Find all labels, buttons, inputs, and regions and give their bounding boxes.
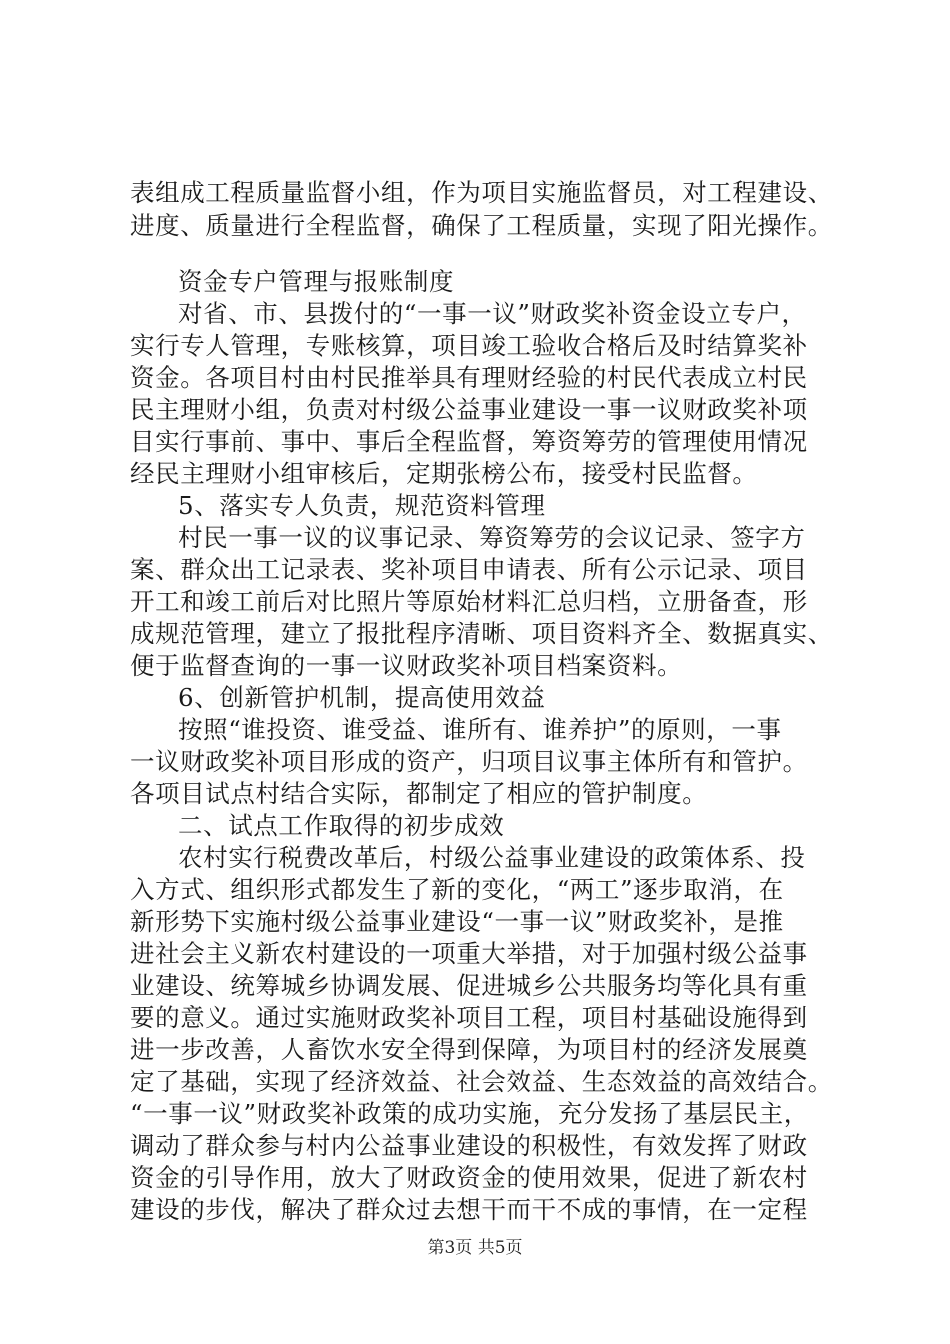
body-line: 开工和竣工前后对比照片等原始材料汇总归档，立册备查，形 (130, 587, 808, 616)
body-line: 新形势下实施村级公益事业建设“一事一议”财政奖补，是推 (130, 907, 784, 936)
section-heading: 二、试点工作取得的初步成效 (178, 811, 505, 840)
section-heading: 5、落实专人负责，规范资料管理 (178, 491, 546, 520)
body-line: 资金的引导作用，放大了财政资金的使用效果，促进了新农村 (130, 1163, 808, 1192)
body-line: 表组成工程质量监督小组，作为项目实施监督员，对工程建设、 (130, 178, 833, 207)
body-line: 建设的步伐，解决了群众过去想干而干不成的事情，在一定程 (130, 1195, 808, 1224)
body-line: 业建设、统筹城乡协调发展、促进城乡公共服务均等化具有重 (130, 971, 808, 1000)
body-line: 成规范管理，建立了报批程序清晰、项目资料齐全、数据真实、 (130, 619, 833, 648)
body-line: 村民一事一议的议事记录、筹资筹劳的会议记录、签字方 (178, 523, 806, 552)
body-line: 目实行事前、事中、事后全程监督，筹资筹劳的管理使用情况 (130, 427, 808, 456)
body-line: 按照“谁投资、谁受益、谁所有、谁养护”的原则，一事 (178, 715, 782, 744)
body-line: 资金。各项目村由村民推举具有理财经验的村民代表成立村民 (130, 363, 808, 392)
body-line: 进度、质量进行全程监督，确保了工程质量，实现了阳光操作。 (130, 211, 833, 240)
section-heading: 6、创新管护机制，提高使用效益 (178, 683, 546, 712)
body-line: 调动了群众参与村内公益事业建设的积极性，有效发挥了财政 (130, 1131, 808, 1160)
body-line: 便于监督查询的一事一议财政奖补项目档案资料。 (130, 651, 683, 680)
page-number-footer: 第3页 共5页 (427, 1238, 523, 1258)
body-line: 实行专人管理，专账核算，项目竣工验收合格后及时结算奖补 (130, 331, 808, 360)
body-line: 定了基础，实现了经济效益、社会效益、生态效益的高效结合。 (130, 1067, 833, 1096)
body-line: 案、群众出工记录表、奖补项目申请表、所有公示记录、项目 (130, 555, 808, 584)
body-line: 对省、市、县拨付的“一事一议”财政奖补资金设立专户， (178, 299, 807, 328)
body-line: 进一步改善，人畜饮水安全得到保障，为项目村的经济发展奠 (130, 1035, 808, 1064)
body-line: 农村实行税费改革后，村级公益事业建设的政策体系、投 (178, 843, 806, 872)
body-line: 民主理财小组，负责对村级公益事业建设一事一议财政奖补项 (130, 395, 808, 424)
body-line: “一事一议”财政奖补政策的成功实施，充分发扬了基层民主， (130, 1099, 809, 1128)
body-line: 经民主理财小组审核后，定期张榜公布，接受村民监督。 (130, 459, 758, 488)
body-line: 各项目试点村结合实际，都制定了相应的管护制度。 (130, 779, 708, 808)
body-line: 要的意义。通过实施财政奖补项目工程，项目村基础设施得到 (130, 1003, 808, 1032)
body-line: 进社会主义新农村建设的一项重大举措，对于加强村级公益事 (130, 939, 808, 968)
body-line: 一议财政奖补项目形成的资产，归项目议事主体所有和管护。 (130, 747, 808, 776)
body-line: 入方式、组织形式都发生了新的变化，“两工”逐步取消，在 (130, 875, 784, 904)
section-heading: 资金专户管理与报账制度 (178, 267, 455, 296)
